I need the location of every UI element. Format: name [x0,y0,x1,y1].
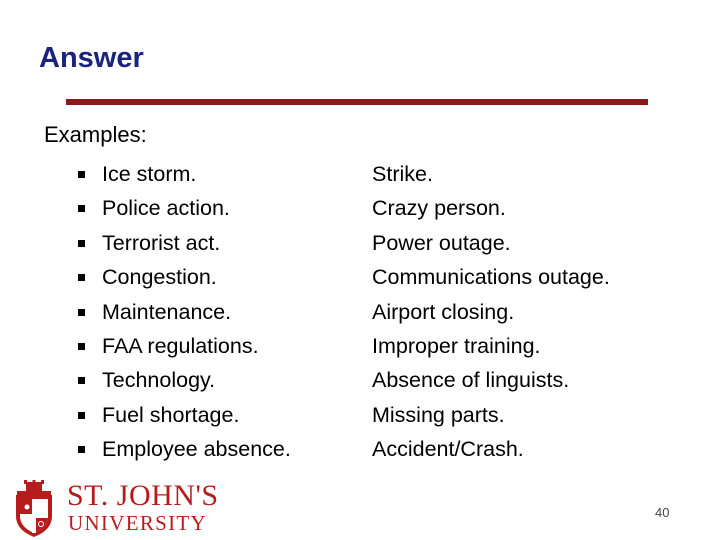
list-item-text: Ice storm. [102,162,197,186]
university-logo [12,478,219,540]
university-shield-icon [12,480,56,538]
square-bullet-icon [78,274,85,281]
list-item [78,401,291,435]
title-divider [66,99,648,105]
list-item-text: Police action. [102,196,230,221]
logo-line-2: UNIVERSITY [68,511,207,535]
list-item [78,263,291,297]
square-bullet-icon [78,309,85,316]
list-item-text: Terrorist act. [102,230,221,255]
square-bullet-icon [78,205,85,212]
examples-label: Examples: [44,122,147,147]
list-item: Absence of linguists. [372,368,570,393]
square-bullet-icon [78,240,85,247]
list-item: Improper training. [372,333,541,358]
list-item [78,332,291,366]
list-item: Strike. [372,162,433,186]
right-item-list [372,160,610,470]
list-item: Airport closing. [372,299,515,324]
list-item [78,435,291,469]
list-item [78,229,291,263]
list-item [78,194,291,228]
square-bullet-icon [78,412,85,419]
list-item-text: Fuel shortage. [102,402,240,427]
list-item-text: Technology. [102,368,216,393]
list-item [78,160,291,194]
slide-title: Answer [39,42,144,74]
list-item-text: Employee absence. [102,437,291,462]
left-bullet-list [78,160,291,470]
list-item: Accident/Crash. [372,437,524,462]
list-item: Communications outage. [372,265,610,290]
square-bullet-icon [78,446,85,453]
page-number: 40 [655,505,670,520]
logo-line-1: ST. JOHN'S [67,479,219,512]
list-item: Missing parts. [372,402,505,427]
list-item: Power outage. [372,230,511,255]
list-item-text: FAA regulations. [102,333,259,358]
list-item-text: Congestion. [102,265,217,290]
list-item-text: Maintenance. [102,299,232,324]
square-bullet-icon [78,343,85,350]
list-item: Crazy person. [372,196,506,221]
square-bullet-icon [78,377,85,384]
list-item [78,366,291,400]
list-item [78,298,291,332]
square-bullet-icon [78,171,85,178]
